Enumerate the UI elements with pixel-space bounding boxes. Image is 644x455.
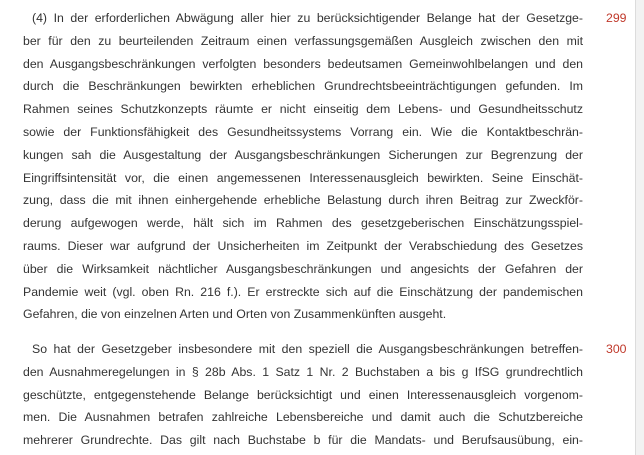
paragraph-line: mehrerer Grundrechte. Das gilt nach Buchstabe b für die Mandats- und Berufsausübung, ein- <box>23 433 583 448</box>
vertical-scrollbar[interactable] <box>635 0 644 455</box>
paragraph-line: sowie der Funktionsfähigkeit des Gesundheitssystems Vorrang ein. Wie die Kontaktbeschrän- <box>23 124 583 139</box>
paragraph-line: Eingriffsintensität vor, die einen angemessenen Interessenausgleich bewirkten. Seine Einschät- <box>23 170 583 185</box>
paragraph-line: geschützte, entgegenstehende Belange berücksichtigt und einen Interessenausgleich vorgenom- <box>23 387 583 402</box>
paragraph-line: über die Wirksamkeit nächtlicher Ausgangsbeschränkungen und angesichts der Gefahren der <box>23 261 583 276</box>
paragraph-line: kungen sah die Ausgestaltung der Ausgangsbeschränkungen Sicherungen zur Begrenzung der <box>23 147 583 162</box>
paragraph-300 <box>23 338 583 452</box>
paragraph-line: ber für den zu beurteilenden Zeitraum einen verfassungsgemäßen Ausgleich zwischen den mit <box>23 33 583 48</box>
paragraph-line: Rahmen seines Schutzkonzepts räumte er nicht einseitig dem Lebens- und Gesundheitsschutz <box>23 102 583 117</box>
paragraph-line: derung aufgewogen werde, hält sich im Rahmen des gesetzgeberischen Einschätzungsspiel- <box>23 216 583 231</box>
margin-number-300: 300 <box>606 342 627 356</box>
margin-number-299: 299 <box>606 11 627 25</box>
paragraph-line: Gefahren, die von einzelnen Arten und Orten von Zusammenkünften ausgeht. <box>23 307 447 322</box>
paragraph-line: (4) In der erforderlichen Abwägung aller hier zu berücksichtigender Belange hat der Gesetzge- <box>32 11 583 25</box>
paragraph-line: men. Die Ausnahmen betrafen zahlreiche Lebensbereiche und damit auch die Schutzbereiche <box>23 410 583 425</box>
paragraph-line: durch die Beschränkungen bewirkten erheblichen Grundrechtsbeeinträchtigungen gefunden. Im <box>23 79 583 94</box>
paragraph-line: zung, dass die mit ihnen einhergehende erhebliche Belastung durch ihren Beitrag zur Zweckför- <box>23 193 583 208</box>
paragraph-299 <box>23 7 583 326</box>
paragraph-line: Pandemie weit (vgl. oben Rn. 216 f.). Er erstreckte sich auf die Einschätzung der pandemischen <box>23 284 583 299</box>
paragraph-line: raums. Dieser war aufgrund der Unsicherheiten im Zeitpunkt der Verabschiedung des Gesetzes <box>23 238 583 253</box>
paragraph-line: den Ausnahmeregelungen in § 28b Abs. 1 Satz 1 Nr. 2 Buchstaben a bis g IfSG grundrechtlich <box>23 364 583 379</box>
paragraph-line: So hat der Gesetzgeber insbesondere mit den speziell die Ausgangsbeschränkungen betreffen- <box>32 342 583 356</box>
paragraph-line: den Ausgangsbeschränkungen verfolgten besonders bedeutsamen Gemeinwohlbelangen und den <box>23 56 583 71</box>
